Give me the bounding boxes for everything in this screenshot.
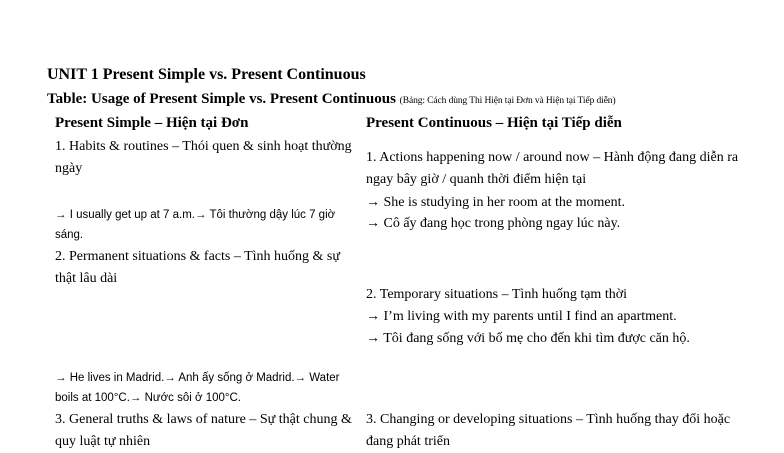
simple-section-3-title: 3. General truths & laws of nature – Sự thật chung & quy luật tự nhiên xyxy=(55,412,352,449)
continuous-section-1-example-vi: → Cô ấy đang học trong phòng ngay lúc này. xyxy=(366,216,621,231)
simple-section-1-example: → I usually get up at 7 a.m.→ Tôi thường dậy lúc 7 giờ sáng. xyxy=(55,209,336,241)
present-continuous-header: Present Continuous – Hiện tại Tiếp diễn xyxy=(366,115,622,131)
continuous-section-2-title: 2. Temporary situations – Tình huống tạm thời xyxy=(366,287,627,302)
continuous-section-2-example-en: → I’m living with my parents until I find an apartment. xyxy=(366,309,677,324)
table-caption-text: Table: Usage of Present Simple vs. Present Continuous xyxy=(47,91,396,107)
unit-title: UNIT 1 Present Simple vs. Present Continuous xyxy=(47,66,366,83)
simple-section-2-example: → He lives in Madrid.→ Anh ấy sống ở Madrid.→ Water boils at 100°C.→ Nước sôi ở 100°C. xyxy=(55,372,340,404)
continuous-section-3-title: 3. Changing or developing situations – Tình huống thay đổi hoặc đang phát triển xyxy=(366,412,731,449)
table-caption-note: (Bảng: Cách dùng Thì Hiện tại Đơn và Hiện tại Tiếp diễn) xyxy=(399,96,616,106)
continuous-section-1-title: 1. Actions happening now / around now – Hành động đang diễn ra ngay bây giờ / quanh thời điểm hiện tại xyxy=(366,150,739,187)
simple-section-1-title: 1. Habits & routines – Thói quen & sinh hoạt thường ngày xyxy=(55,139,352,176)
present-simple-header: Present Simple – Hiện tại Đơn xyxy=(55,115,249,131)
simple-section-2-title: 2. Permanent situations & facts – Tình huống & sự thật lâu dài xyxy=(55,249,340,286)
table-caption xyxy=(47,91,616,108)
continuous-section-1-example-en: → She is studying in her room at the moment. xyxy=(366,195,625,210)
continuous-section-2-example-vi: → Tôi đang sống với bố mẹ cho đến khi tìm được căn hộ. xyxy=(366,331,690,346)
